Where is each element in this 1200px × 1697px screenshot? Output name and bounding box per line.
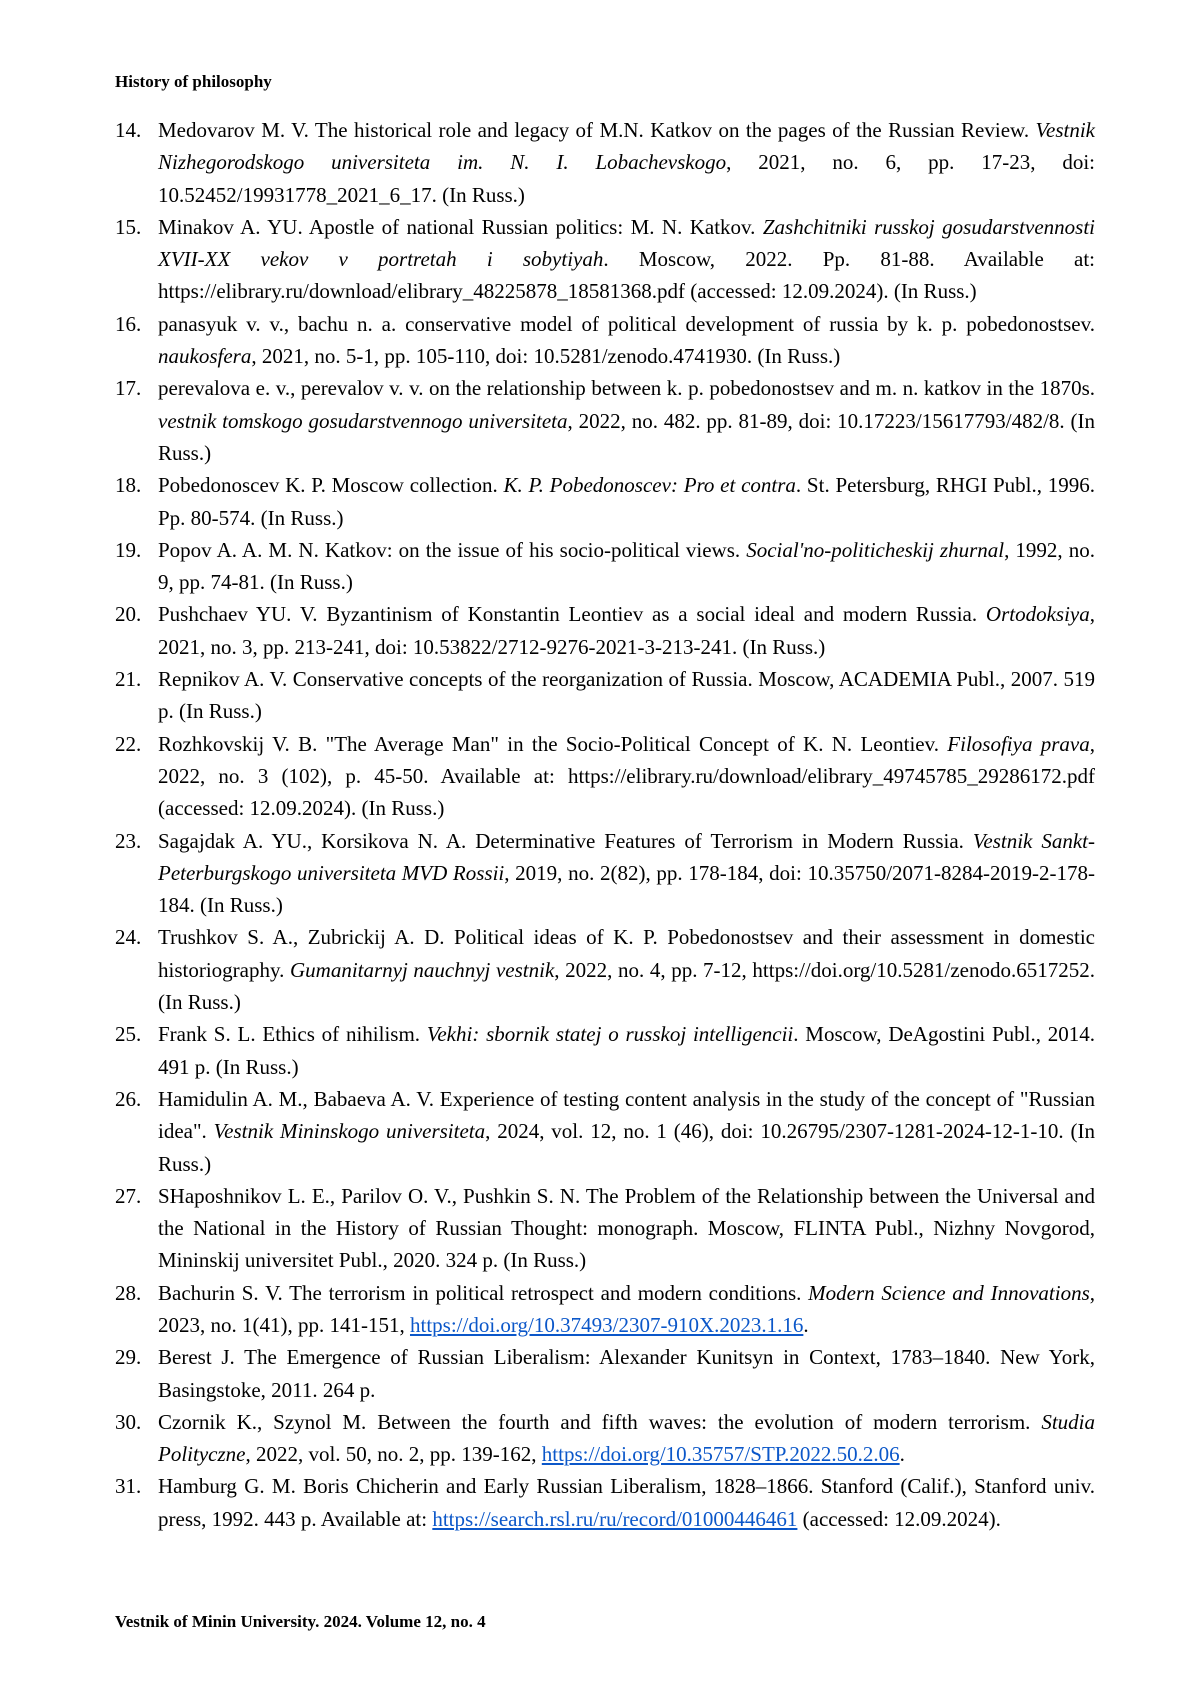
reference-text: , 2022, no. 482. pp. 81-89, doi: 10.17223/15617793/482/8. (In Russ.) <box>158 408 1096 465</box>
reference-link[interactable]: https://search.rsl.ru/ru/record/01000446461 <box>432 1506 798 1531</box>
reference-source-title: Ortodoksiya <box>985 602 1090 627</box>
reference-text: Trushkov S. A., Zubrickij A. D. Political ideas of K. P. Pobedonostsev and their assessment in domestic historiography. <box>158 925 1095 982</box>
reference-number: 30. <box>115 1409 142 1434</box>
reference-item <box>115 372 1095 469</box>
reference-text: Medovarov M. V. The historical role and legacy of M.N. Katkov on the pages of the Russian Review. <box>158 118 1036 142</box>
reference-number: 24. <box>115 925 142 950</box>
reference-item <box>115 598 1095 663</box>
reference-link[interactable]: https://doi.org/10.35757/STP.2022.50.2.06 <box>541 1442 900 1467</box>
reference-item <box>115 1341 1095 1406</box>
reference-text: Pobedonoscev K. P. Moscow collection. <box>158 473 504 498</box>
reference-text: Minakov A. YU. Apostle of national Russian politics: M. N. Katkov. <box>158 214 763 239</box>
reference-text: Sagajdak A. YU., Korsikova N. A. Determinative Features of Terrorism in Modern Russia. <box>158 828 973 853</box>
reference-number: 31. <box>115 1474 142 1499</box>
reference-text: , 2022, no. 3 (102), p. 45-50. Available at: https://elibrary.ru/download/elibrary_49745785_29286172.pdf (accessed: 12.09.2024). (In Russ.) <box>158 731 1095 821</box>
reference-text: . <box>899 1442 905 1467</box>
reference-text: Rozhkovskij V. B. "The Average Man" in the Socio-Political Concept of K. N. Leontiev. <box>158 731 948 756</box>
reference-number: 15. <box>115 214 142 239</box>
reference-number: 23. <box>115 828 142 853</box>
reference-source-title: Vestnik Sankt-Peterburgskogo universiteta MVD Rossii <box>158 828 1095 885</box>
reference-source-title: Filosofiya prava <box>947 731 1090 756</box>
reference-number: 20. <box>115 602 142 627</box>
reference-text: , 1992, no. 9, pp. 74-81. (In Russ.) <box>158 537 1095 595</box>
reference-text: Popov A. A. M. N. Katkov: on the issue of his socio-political views. <box>158 537 747 562</box>
reference-text: Czornik K., Szynol M. Between the fourth and fifth waves: the evolution of modern terrorism. <box>158 1409 1042 1434</box>
running-header: History of philosophy <box>115 72 272 91</box>
reference-text: SHaposhnikov L. E., Parilov O. V., Pushkin S. N. The Problem of the Relationship between the Universal and the National in the History of Russian Thought: monograph. Moscow, FLINTA Publ., Nizhny Novgorod, Mininskij universitet Publ., 2020. 324 p. (In Russ.) <box>158 1183 1095 1273</box>
reference-text: . Moscow, DeAgostini Publ., 2014. 491 p. (In Russ.) <box>158 1022 1095 1079</box>
reference-number: 29. <box>115 1345 142 1370</box>
reference-item <box>115 211 1095 308</box>
reference-item <box>115 1470 1095 1535</box>
reference-number: 16. <box>115 311 142 336</box>
reference-text: Hamburg G. M. Boris Chicherin and Early Russian Liberalism, 1828–1866. Stanford (Calif.), Stanford univ. press, 1992. 443 p. Available at: <box>158 1474 1095 1531</box>
reference-text: . St. Petersburg, RHGI Publ., 1996. Pp. 80-574. (In Russ.) <box>158 473 1096 530</box>
reference-source-title: Modern Science and Innovations <box>808 1280 1090 1305</box>
reference-text: Bachurin S. V. The terrorism in political retrospect and modern conditions. <box>158 1280 809 1305</box>
reference-text: panasyuk v. v., bachu n. a. conservative model of political development of russia by k. p. pobedonostsev. <box>158 311 1095 336</box>
reference-item <box>115 1277 1095 1342</box>
reference-item <box>115 1180 1095 1277</box>
reference-text: , 2022, vol. 50, no. 2, pp. 139-162, <box>245 1442 542 1467</box>
reference-item <box>115 1083 1095 1180</box>
reference-text: , 2021, no. 3, pp. 213-241, doi: 10.53822/2712-9276-2021-3-213-241. (In Russ.) <box>158 602 1095 659</box>
reference-number: 27. <box>115 1183 142 1208</box>
reference-source-title: Studia Polityczne <box>158 1409 1095 1467</box>
reference-number: 14. <box>115 118 142 142</box>
reference-text: Berest J. The Emergence of Russian Liberalism: Alexander Kunitsyn in Context, 1783–1840. New York, Basingstoke, 2011. 264 p. <box>158 1345 1095 1402</box>
reference-source-title: Social'no-politicheskij zhurnal <box>746 537 1005 562</box>
reference-source-title: Vekhi: sbornik statej o russkoj intelligencii <box>426 1022 794 1047</box>
reference-number: 25. <box>115 1022 142 1047</box>
reference-number: 21. <box>115 667 142 692</box>
reference-item <box>115 308 1095 373</box>
reference-text: Frank S. L. Ethics of nihilism. <box>158 1022 427 1047</box>
reference-source-title: vestnik tomskogo gosudarstvennogo universiteta <box>158 408 568 433</box>
reference-text: Hamidulin A. M., Babaeva A. V. Experience of testing content analysis in the study of the concept of "Russian idea". <box>158 1086 1095 1144</box>
reference-item <box>115 534 1095 599</box>
reference-number: 18. <box>115 473 142 498</box>
reference-item <box>115 921 1095 1018</box>
reference-text: , 2021, no. 6, pp. 17-23, doi: 10.52452/19931778_2021_6_17. (In Russ.) <box>158 150 1095 207</box>
reference-source-title: Vestnik Nizhegorodskogo universiteta im. N. I. Lobachevskogo <box>158 118 1095 175</box>
reference-text: , 2022, no. 4, pp. 7-12, https://doi.org/10.5281/zenodo.6517252. (In Russ.) <box>158 957 1095 1015</box>
reference-item <box>115 825 1095 922</box>
reference-item <box>115 469 1095 534</box>
reference-item <box>115 1406 1095 1471</box>
reference-item <box>115 728 1095 825</box>
reference-source-title: Zashchitniki russkoj gosudarstvennosti XVII-XX vekov v portretah i sobytiyah <box>158 214 1095 272</box>
reference-text: , 2024, vol. 12, no. 1 (46), doi: 10.26795/2307-1281-2024-12-1-10. (In Russ.) <box>158 1119 1095 1176</box>
reference-text: , 2023, no. 1(41), pp. 141-151, <box>158 1280 1095 1337</box>
reference-text: , 2021, no. 5-1, pp. 105-110, doi: 10.5281/zenodo.4741930. (In Russ.) <box>251 344 841 369</box>
reference-number: 26. <box>115 1086 142 1111</box>
reference-number: 28. <box>115 1280 142 1305</box>
reference-text: perevalova e. v., perevalov v. v. on the relationship between k. p. pobedonostsev and m. n. katkov in the 1870s. <box>158 376 1095 401</box>
reference-link[interactable]: https://doi.org/10.37493/2307-910X.2023.1.16 <box>409 1312 804 1337</box>
reference-list <box>115 114 1095 1535</box>
reference-number: 22. <box>115 731 142 756</box>
reference-text: Pushchaev YU. V. Byzantinism of Konstantin Leontiev as a social ideal and modern Russia. <box>158 602 986 627</box>
reference-source-title: Vestnik Mininskogo universiteta <box>213 1119 486 1144</box>
reference-text: Repnikov A. V. Conservative concepts of the reorganization of Russia. Moscow, ACADEMIA Publ., 2007. 519 p. (In Russ.) <box>158 667 1095 724</box>
reference-text: . Moscow, 2022. Pp. 81-88. Available at: https://elibrary.ru/download/elibrary_48225878_18581368.pdf (accessed: 12.09.2024). (In Russ.) <box>158 247 1095 304</box>
reference-number: 19. <box>115 537 142 562</box>
reference-text: (accessed: 12.09.2024). <box>797 1506 1001 1531</box>
reference-item <box>115 663 1095 728</box>
reference-text: , 2019, no. 2(82), pp. 178-184, doi: 10.35750/2071-8284-2019-2-178-184. (In Russ.) <box>158 860 1095 918</box>
reference-source-title: Gumanitarnyj nauchnyj vestnik <box>289 957 555 982</box>
reference-item <box>115 1018 1095 1083</box>
running-footer: Vestnik of Minin University. 2024. Volume 12, no. 4 <box>115 1612 486 1631</box>
reference-number: 17. <box>115 376 142 401</box>
reference-source-title: naukosfera <box>158 344 252 369</box>
reference-text: . <box>803 1312 809 1337</box>
reference-item <box>115 114 1095 211</box>
reference-source-title: K. P. Pobedonoscev: Pro et contra <box>503 473 796 498</box>
